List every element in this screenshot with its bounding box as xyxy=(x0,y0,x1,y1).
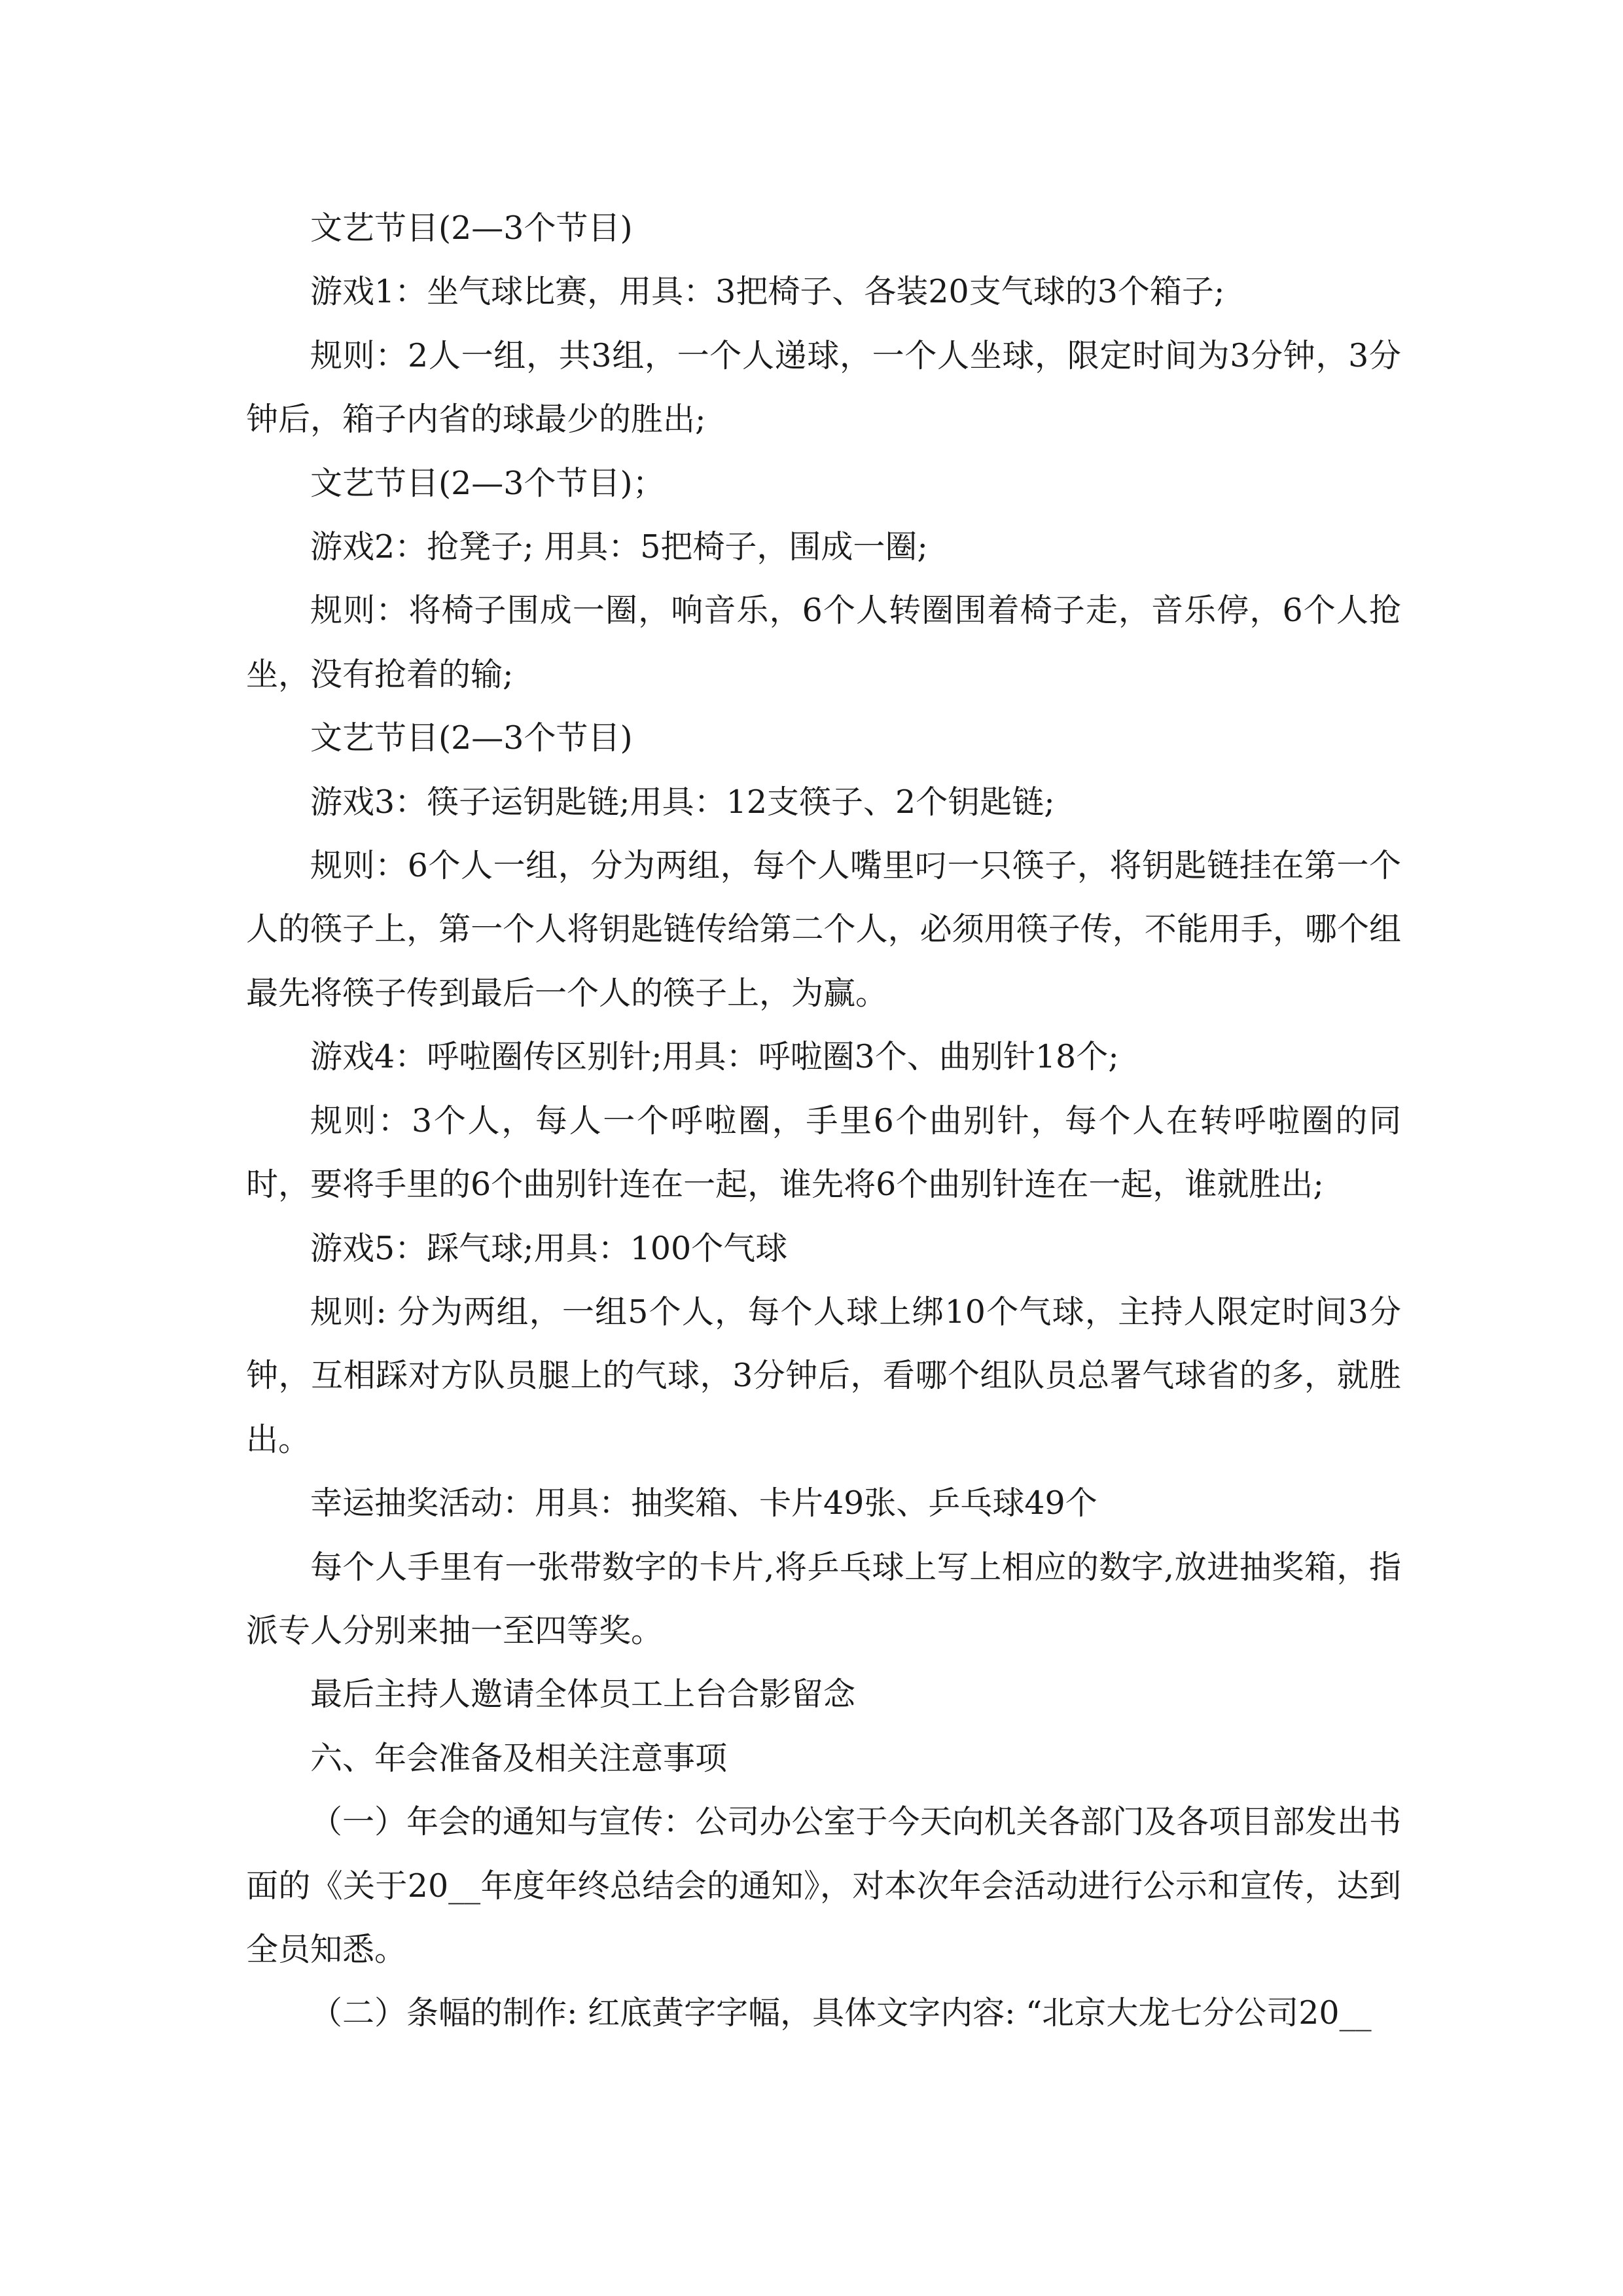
section-heading-preparation: 六、年会准备及相关注意事项 xyxy=(310,1739,728,1777)
document-body xyxy=(246,196,1401,2045)
paragraph-program-3: 文艺节目(2—3个节目) xyxy=(310,719,633,757)
paragraph-game-4: 游戏4：呼啦圈传区别针;用具：呼啦圈3个、曲别针18个; xyxy=(310,1038,1119,1076)
paragraph-rule-5: 规则: 分为两组，一组5个人，每个人球上绑10个气球，主持人限定时间3分钟，互相踩对方队员腿上的气球，3分钟后，看哪个组队员总署气球省的多，就胜出。 xyxy=(246,1293,1401,1458)
paragraph-banner: （二）条幅的制作: 红底黄字字幅，具体文字内容: “北京大龙七分公司20__ xyxy=(310,1994,1372,2032)
paragraph-game-5: 游戏5：踩气球;用具：100个气球 xyxy=(310,1229,788,1267)
paragraph-rule-1: 规则：2人一组，共3组，一个人递球，一个人坐球，限定时间为3分钟，3分钟后，箱子内省的球最少的胜出; xyxy=(246,336,1401,439)
paragraph-group-photo: 最后主持人邀请全体员工上台合影留念 xyxy=(310,1676,856,1713)
paragraph-lottery: 幸运抽奖活动：用具：抽奖箱、卡片49张、乒乓球49个 xyxy=(310,1484,1097,1522)
paragraph-game-2: 游戏2：抢凳子; 用具：5把椅子，围成一圈; xyxy=(310,528,928,566)
paragraph-lottery-detail: 每个人手里有一张带数字的卡片,将乒乓球上写上相应的数字,放进抽奖箱，指派专人分别来抽一至四等奖。 xyxy=(246,1548,1401,1649)
paragraph-program-2: 文艺节目(2—3个节目)； xyxy=(310,464,665,502)
paragraph-program-1: 文艺节目(2—3个节目) xyxy=(310,209,633,247)
paragraph-game-3: 游戏3：筷子运钥匙链;用具：12支筷子、2个钥匙链; xyxy=(310,783,1055,821)
paragraph-rule-4: 规则：3个人，每人一个呼啦圈，手里6个曲别针，每个人在转呼啦圈的同时，要将手里的6个曲别针连在一起，谁先将6个曲别针连在一起，谁就胜出; xyxy=(246,1102,1401,1204)
paragraph-game-1: 游戏1：坐气球比赛，用具：3把椅子、各装20支气球的3个箱子; xyxy=(310,273,1225,311)
paragraph-notice: （一）年会的通知与宣传：公司办公室于今天向机关各部门及各项目部发出书面的《关于20__年度年终总结会的通知》，对本次年会活动进行公示和宣传，达到全员知悉。 xyxy=(246,1803,1401,1968)
paragraph-rule-3: 规则：6个人一组，分为两组，每个人嘴里叼一只筷子，将钥匙链挂在第一个人的筷子上，第一个人将钥匙链传给第二个人，必须用筷子传，不能用手，哪个组最先将筷子传到最后一个人的筷子上，为赢。 xyxy=(246,847,1401,1012)
paragraph-rule-2: 规则：将椅子围成一圈，响音乐，6个人转圈围着椅子走，音乐停，6个人抢坐，没有抢着的输; xyxy=(246,592,1401,693)
